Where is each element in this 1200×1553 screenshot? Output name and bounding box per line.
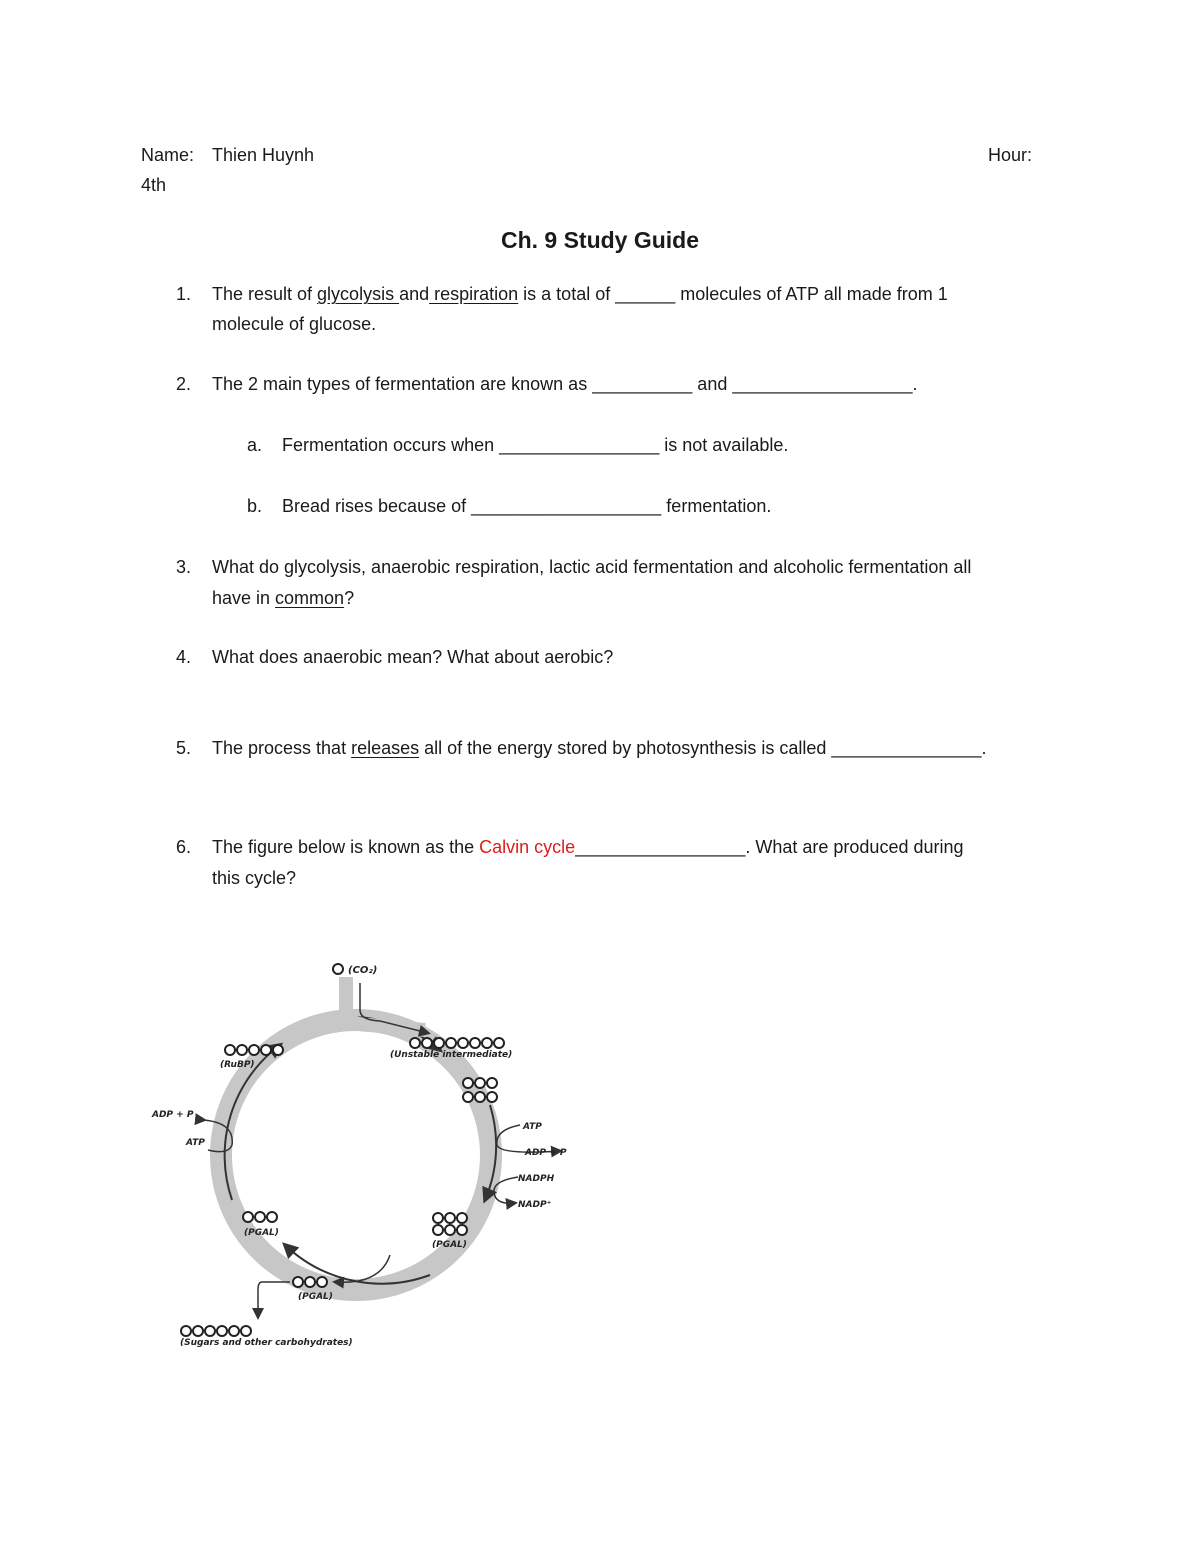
- carbon-unstable: [494, 1038, 504, 1048]
- question-6-line1: The figure below is known as the Calvin cycle_________________. What are produced during: [212, 837, 964, 857]
- carbon-sugar: [181, 1326, 191, 1336]
- subquestion-2b-text: Bread rises because of ___________________ fermentation.: [282, 496, 772, 516]
- question-3-line1: What do glycolysis, anaerobic respiration, lactic acid fermentation and alcoholic fermentation all: [212, 557, 972, 577]
- underlined-releases: releases: [351, 738, 420, 758]
- label-adp-p-right: ADP + P: [525, 1148, 567, 1158]
- carbon-3pga: [475, 1092, 485, 1102]
- question-number: 5.: [176, 738, 192, 758]
- question-number: 4.: [176, 647, 192, 667]
- question-number: 2.: [176, 374, 192, 394]
- carbon-pgal-out: [317, 1277, 327, 1287]
- carbon-pgal-out: [293, 1277, 303, 1287]
- hour-label: Hour:: [988, 145, 1033, 165]
- question-1-line1: The result of glycolysis and respiration is a total of ______ molecules of ATP all made from 1: [212, 284, 948, 304]
- question-6-line2: this cycle?: [212, 868, 297, 888]
- subquestion-2a-text: Fermentation occurs when ________________ is not available.: [282, 435, 789, 455]
- label-nadph: NADPH: [518, 1174, 555, 1184]
- carbon-rubp: [261, 1045, 271, 1055]
- carbon-pgal-right: [457, 1225, 467, 1235]
- subquestion-letter: a.: [247, 435, 263, 455]
- carbon-co2: [333, 964, 343, 974]
- carbon-unstable: [410, 1038, 420, 1048]
- carbon-unstable: [470, 1038, 480, 1048]
- question-number: 6.: [176, 837, 192, 857]
- answer-calvin-cycle: Calvin cycle: [479, 837, 576, 857]
- label-unstable: (Unstable intermediate): [390, 1050, 513, 1060]
- label-atp-left: ATP: [186, 1138, 205, 1148]
- hour-value: 4th: [141, 175, 167, 195]
- label-co2: (CO₂): [348, 965, 378, 976]
- carbon-pgal-right: [433, 1213, 443, 1223]
- name-value: Thien Huynh: [212, 145, 315, 165]
- underlined-glycolysis: glycolysis: [317, 284, 400, 304]
- carbon-3pga: [487, 1092, 497, 1102]
- carbon-rubp: [249, 1045, 259, 1055]
- underlined-respiration: respiration: [429, 284, 519, 304]
- question-4-text: What does anaerobic mean? What about aerobic?: [212, 647, 614, 667]
- sugar-arrow: [258, 1282, 290, 1317]
- carbon-sugar: [205, 1326, 215, 1336]
- label-pgal-left: (PGAL): [244, 1228, 279, 1238]
- carbon-pgal-left: [255, 1212, 265, 1222]
- carbon-unstable: [446, 1038, 456, 1048]
- label-adp-p-left: ADP + P: [152, 1110, 194, 1120]
- carbon-3pga: [487, 1078, 497, 1088]
- carbon-rubp: [273, 1045, 283, 1055]
- question-5-text: The process that releases all of the energy stored by photosynthesis is called _______________.: [212, 738, 987, 758]
- label-rubp: (RuBP): [220, 1060, 255, 1070]
- carbon-unstable: [482, 1038, 492, 1048]
- carbon-unstable: [434, 1038, 444, 1048]
- underlined-common: common: [275, 588, 345, 608]
- page-title: Ch. 9 Study Guide: [500, 227, 700, 253]
- carbon-unstable: [422, 1038, 432, 1048]
- carbon-pgal-right: [445, 1213, 455, 1223]
- carbon-pgal-out: [305, 1277, 315, 1287]
- carbon-sugar: [241, 1326, 251, 1336]
- question-2-text: The 2 main types of fermentation are known as __________ and __________________.: [212, 374, 918, 394]
- carbon-pgal-right: [445, 1225, 455, 1235]
- subquestion-letter: b.: [247, 496, 263, 516]
- carbon-rubp: [237, 1045, 247, 1055]
- question-1-line2: molecule of glucose.: [212, 314, 377, 334]
- question-3-line2: have in common?: [212, 588, 355, 608]
- carbon-sugar: [229, 1326, 239, 1336]
- carbon-3pga: [475, 1078, 485, 1088]
- carbon-sugar: [193, 1326, 203, 1336]
- calvin-cycle-figure: [140, 955, 590, 1355]
- carbon-pgal-right: [457, 1213, 467, 1223]
- carbon-3pga: [463, 1078, 473, 1088]
- label-pgal-right: (PGAL): [432, 1240, 467, 1250]
- carbon-unstable: [458, 1038, 468, 1048]
- carbon-pgal-left: [243, 1212, 253, 1222]
- carbon-pgal-right: [433, 1225, 443, 1235]
- label-sugars: (Sugars and other carbohydrates): [180, 1338, 353, 1348]
- carbon-3pga: [463, 1092, 473, 1102]
- question-number: 3.: [176, 557, 192, 577]
- carbon-sugar: [217, 1326, 227, 1336]
- carbon-pgal-left: [267, 1212, 277, 1222]
- label-pgal-out: (PGAL): [298, 1292, 333, 1302]
- question-number: 1.: [176, 284, 192, 304]
- carbon-rubp: [225, 1045, 235, 1055]
- name-label: Name:: [141, 145, 195, 165]
- label-nadp: NADP⁺: [518, 1200, 552, 1210]
- label-atp-right: ATP: [523, 1122, 542, 1132]
